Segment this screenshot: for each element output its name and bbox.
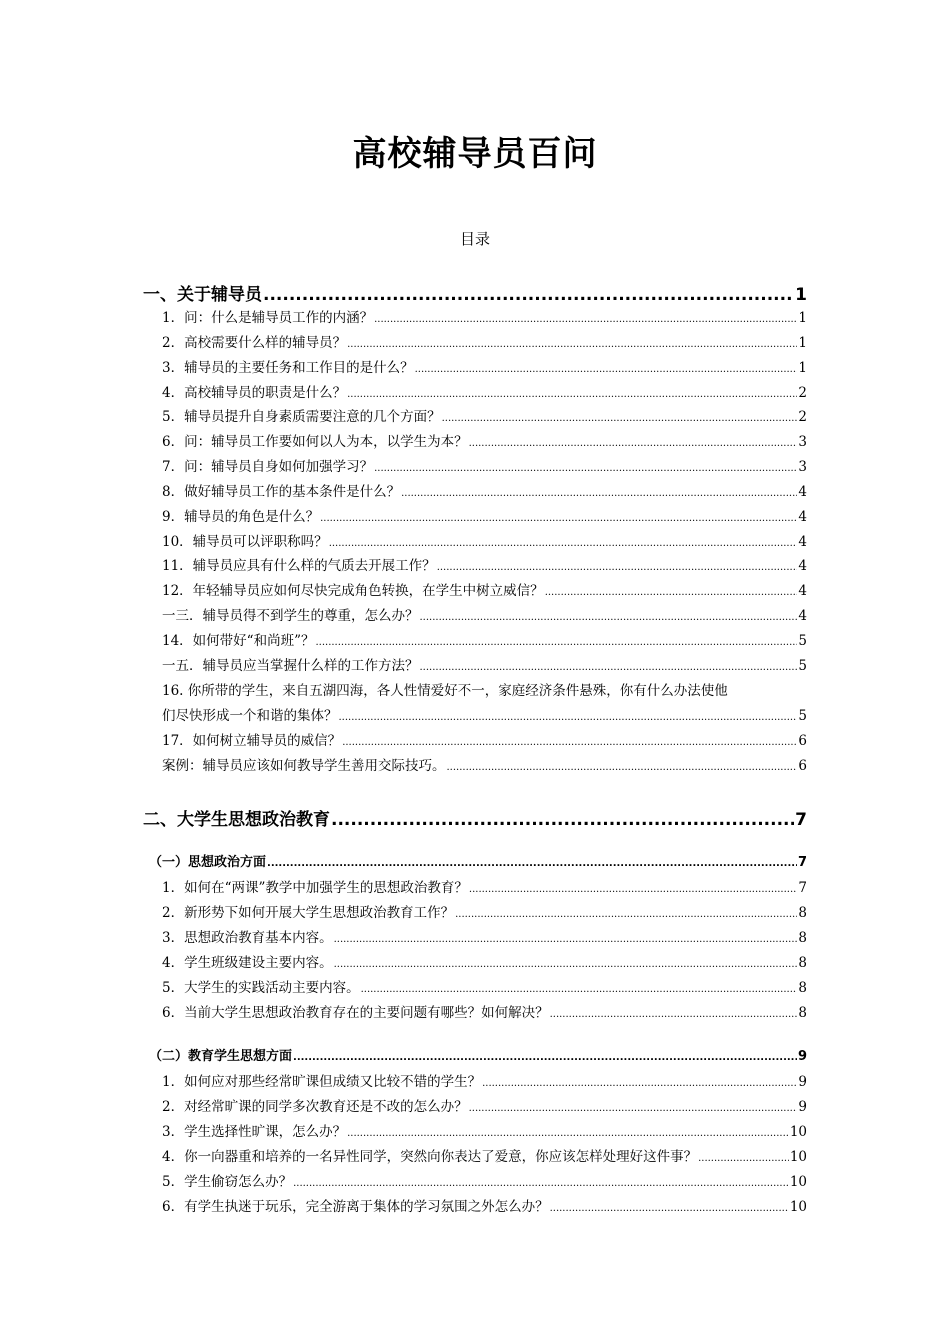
dot-leader	[455, 909, 797, 920]
toc-entry[interactable]	[162, 430, 807, 450]
toc-entry-label: 11．辅导员应具有什么样的气质去开展工作？	[162, 558, 436, 574]
toc-page-number: 10	[789, 1149, 807, 1165]
toc-entry[interactable]	[162, 331, 807, 351]
toc-entry-label: 4．高校辅导员的职责是什么？	[162, 385, 347, 401]
toc-entry[interactable]	[162, 1170, 807, 1190]
toc-page-number: 2	[798, 409, 807, 425]
toc-entry-label: 一五．辅导员应当掌握什么样的工作方法？	[162, 658, 419, 674]
toc-subsection-1[interactable]	[149, 851, 807, 870]
toc-entry-label: 6．问：辅导员工作要如何以人为本，以学生为本？	[162, 434, 468, 450]
toc-entry-label: （一）思想政治方面	[149, 855, 267, 870]
toc-page-number: 9	[797, 1049, 807, 1064]
dot-leader	[293, 1052, 797, 1063]
dot-leader	[329, 538, 798, 549]
document-title: 高校辅导员百问	[352, 134, 598, 174]
dot-leader	[698, 1153, 789, 1164]
toc-entry-label: 2．对经常旷课的同学多次教育还是不改的怎么办？	[162, 1099, 468, 1115]
dot-leader	[550, 1009, 798, 1020]
dot-leader	[293, 1178, 789, 1189]
toc-entry[interactable]	[162, 901, 807, 921]
dot-leader	[442, 413, 798, 424]
toc-page-number: 4	[798, 534, 807, 550]
dot-leader	[334, 934, 798, 945]
toc-entry-label: 5．辅导员提升自身素质需要注意的几个方面？	[162, 409, 441, 425]
toc-entry-label: 3．思想政治教育基本内容。	[162, 930, 333, 946]
toc-entry[interactable]	[162, 405, 807, 425]
toc-page-number: 2	[798, 385, 807, 401]
toc-entry-16-line-2[interactable]	[162, 704, 807, 724]
toc-page-number: 3	[798, 434, 807, 450]
toc-page-number: 8	[798, 980, 807, 996]
dot-leader	[437, 562, 798, 573]
dot-leader	[263, 285, 794, 305]
dot-leader	[347, 339, 797, 350]
toc-page-number: 9	[798, 1074, 807, 1090]
toc-entry[interactable]	[162, 976, 807, 996]
toc-page-number: 4	[798, 558, 807, 574]
toc-entry[interactable]	[162, 604, 807, 624]
toc-entry-label: 一、关于辅导员	[143, 285, 262, 305]
toc-page-number: 6	[798, 758, 807, 774]
dot-leader	[415, 364, 798, 375]
dot-leader	[469, 1103, 798, 1114]
toc-entry-label: 7．问：辅导员自身如何加强学习？	[162, 459, 374, 475]
toc-page-number: 5	[798, 633, 807, 649]
dot-leader	[334, 959, 798, 970]
toc-entry[interactable]	[162, 554, 807, 574]
toc-page-number: 8	[798, 1005, 807, 1021]
toc-page-number: 10	[789, 1199, 807, 1215]
toc-entry-label: 8．做好辅导员工作的基本条件是什么？	[162, 484, 401, 500]
toc-page-number: 4	[798, 484, 807, 500]
toc-entry[interactable]	[162, 654, 807, 674]
toc-page-number: 8	[798, 955, 807, 971]
toc-page-number: 7	[797, 855, 807, 870]
toc-entry-label: 们尽快形成一个和谐的集体？	[162, 708, 338, 724]
dot-leader	[331, 810, 794, 830]
toc-page-number: 9	[798, 1099, 807, 1115]
toc-entry-case[interactable]	[162, 754, 807, 774]
dot-leader	[545, 587, 798, 598]
dot-leader	[267, 858, 797, 869]
toc-page-number: 7	[798, 880, 807, 896]
toc-entry-label: 1．问：什么是辅导员工作的内涵？	[162, 310, 374, 326]
toc-page-number: 10	[789, 1174, 807, 1190]
toc-entry-label: 一三．辅导员得不到学生的尊重，怎么办？	[162, 608, 419, 624]
dot-leader	[347, 389, 797, 400]
dot-leader	[347, 1128, 789, 1139]
toc-entry-label: 6．当前大学生思想政治教育存在的主要问题有哪些？如何解决？	[162, 1005, 549, 1021]
dot-leader	[339, 712, 798, 723]
toc-entry-label: 4．你一向器重和培养的一名异性同学，突然向你表达了爱意，你应该怎样处理好这件事？	[162, 1149, 698, 1165]
toc-page-number: 7	[795, 810, 807, 830]
toc-page-number: 3	[798, 459, 807, 475]
toc-entry-label: 14．如何带好“和尚班”？	[162, 633, 315, 649]
toc-entry[interactable]	[162, 480, 807, 500]
toc-entry-label: 5．学生偷窃怎么办？	[162, 1174, 293, 1190]
toc-entry-label: 2．高校需要什么样的辅导员？	[162, 335, 347, 351]
toc-entry-16-line-1[interactable]: 16. 你所带的学生，来自五湖四海，各人性情爱好不一，家庭经济条件悬殊，你有什么办法使他	[162, 683, 728, 699]
toc-entry[interactable]	[162, 530, 807, 550]
toc-page-number: 4	[798, 583, 807, 599]
toc-entry[interactable]	[162, 876, 807, 896]
toc-page-number: 1	[798, 335, 807, 351]
toc-section-2[interactable]	[143, 805, 807, 830]
dot-leader	[374, 314, 797, 325]
toc-page-number: 8	[798, 930, 807, 946]
toc-page-number: 8	[798, 905, 807, 921]
toc-entry[interactable]	[162, 1120, 807, 1140]
toc-entry[interactable]	[162, 1195, 807, 1215]
dot-leader	[447, 762, 798, 773]
toc-entry[interactable]	[162, 579, 807, 599]
toc-page-number: 5	[798, 658, 807, 674]
toc-entry-label: 5．大学生的实践活动主要内容。	[162, 980, 360, 996]
dot-leader	[420, 662, 798, 673]
toc-page-number: 5	[798, 708, 807, 724]
dot-leader	[420, 612, 798, 623]
toc-page-number: 1	[798, 310, 807, 326]
toc-entry-label: 3．学生选择性旷课，怎么办？	[162, 1124, 347, 1140]
toc-entry-label: 10．辅导员可以评职称吗？	[162, 534, 328, 550]
dot-leader	[374, 463, 797, 474]
toc-entry-label: 1．如何在“两课”教学中加强学生的思想政治教育？	[162, 880, 468, 896]
toc-entry-label: 12．年轻辅导员应如何尽快完成角色转换，在学生中树立威信？	[162, 583, 544, 599]
toc-entry-label: 2．新形势下如何开展大学生思想政治教育工作？	[162, 905, 455, 921]
toc-page-number: 1	[795, 285, 807, 305]
toc-entry[interactable]	[162, 306, 807, 326]
toc-entry-label: 案例：辅导员应该如何教导学生善用交际技巧。	[162, 758, 446, 774]
toc-entry[interactable]	[162, 1145, 807, 1165]
dot-leader	[315, 637, 797, 648]
toc-entry-label: 3．辅导员的主要任务和工作目的是什么？	[162, 360, 414, 376]
toc-entry-label: 1．如何应对那些经常旷课但成绩又比较不错的学生？	[162, 1074, 482, 1090]
toc-entry[interactable]	[162, 381, 807, 401]
toc-entry-label: 4．学生班级建设主要内容。	[162, 955, 333, 971]
toc-entry[interactable]	[162, 729, 807, 749]
toc-entry-label: 二、大学生思想政治教育	[143, 810, 330, 830]
toc-page-number: 10	[789, 1124, 807, 1140]
toc-page-number: 4	[798, 608, 807, 624]
dot-leader	[320, 513, 797, 524]
toc-entry-label: 9．辅导员的角色是什么？	[162, 509, 320, 525]
dot-leader	[482, 1078, 797, 1089]
toc-section-1[interactable]	[143, 280, 807, 305]
toc-entry[interactable]	[162, 1095, 807, 1115]
toc-entry[interactable]	[162, 926, 807, 946]
toc-entry[interactable]	[162, 1001, 807, 1021]
dot-leader	[401, 488, 797, 499]
dot-leader	[469, 884, 798, 895]
dot-leader	[550, 1203, 789, 1214]
toc-heading: 目录	[459, 230, 490, 248]
toc-entry-label: 6．有学生执迷于玩乐，完全游离于集体的学习氛围之外怎么办？	[162, 1199, 549, 1215]
toc-entry-label: （二）教育学生思想方面	[149, 1049, 293, 1064]
toc-entry[interactable]	[162, 629, 807, 649]
toc-page-number: 4	[798, 509, 807, 525]
toc-entry[interactable]	[162, 455, 807, 475]
dot-leader	[469, 438, 798, 449]
toc-subsection-2[interactable]	[149, 1045, 807, 1064]
toc-page-number: 6	[798, 733, 807, 749]
toc-entry[interactable]	[162, 505, 807, 525]
toc-entry[interactable]	[162, 951, 807, 971]
dot-leader	[342, 737, 797, 748]
toc-page-number: 1	[798, 360, 807, 376]
toc-entry[interactable]	[162, 1070, 807, 1090]
toc-entry-label: 17．如何树立辅导员的威信？	[162, 733, 342, 749]
toc-entry[interactable]	[162, 356, 807, 376]
dot-leader	[361, 984, 798, 995]
